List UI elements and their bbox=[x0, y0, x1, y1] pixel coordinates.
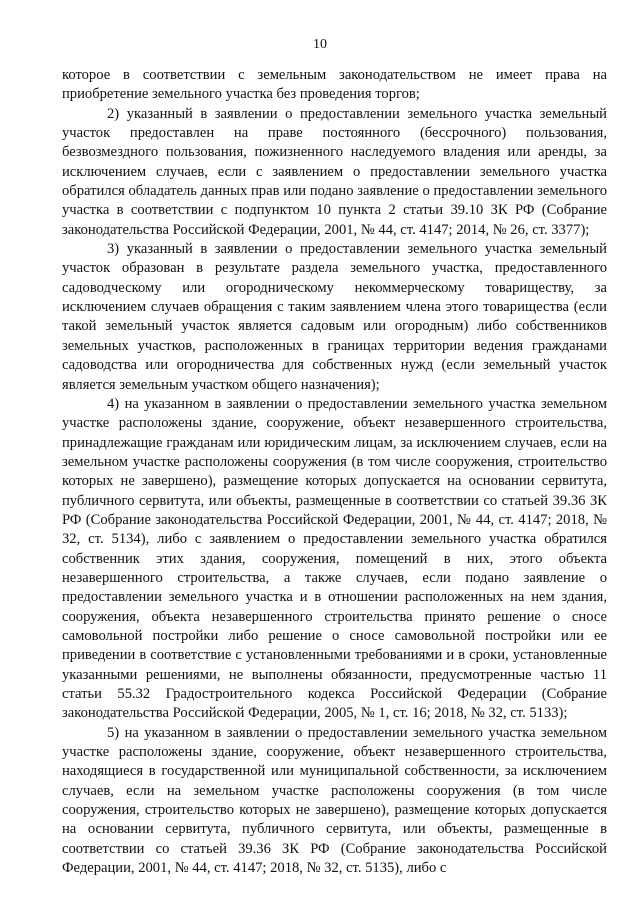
paragraph-continuation: которое в соответствии с земельным законодательством не имеет права на приобретение земельного участка без проведения торгов; bbox=[62, 67, 607, 103]
page-number: 10 bbox=[313, 37, 327, 52]
paragraph-item-3: 3) указанный в заявлении о предоставлении земельного участка земельный участок образован в результате раздела земельного участка, предоставленного садоводческому или огородническому некоммерческому товариществу, за исключением случаев обращения с таким заявлением члена этого товарищества (если такой земельный участок является садовым или огородным) либо собственников земельных участков, расположенных в границах территории ведения гражданами садоводства или огородничества для собственных нужд (если земельный участок является земельным участком общего назначения); bbox=[62, 241, 607, 393]
paragraph-item-5: 5) на указанном в заявлении о предоставлении земельного участка земельном участке расположены здание, сооружение, объект незавершенного строительства, находящиеся в государственной или муниципальной собственности, за исключением случаев, если на земельном участке расположены сооружения (в том числе сооружения, строительство которых не завершено), размещение которых допускается на основании сервитута, публичного сервитута, или объекты, размещенные в соответствии со статьей 39.36 ЗК РФ (Собрание законодательства Российской Федерации, 2001, № 44, ст. 4147; 2018, № 32, ст. 5135), либо с bbox=[62, 724, 607, 877]
paragraph-item-2: 2) указанный в заявлении о предоставлении земельного участка земельный участок предоставлен на праве постоянного (бессрочного) пользования, безвозмездного пользования, пожизненного наследуемого владения или аренды, за исключением случаев, если с заявлением о предоставлении земельного участка обратился обладатель данных прав или подано заявление о предоставлении земельного участка в соответствии с подпунктом 10 пункта 2 статьи 39.10 ЗК РФ (Собрание законодательства Российской Федерации, 2001, № 44, ст. 4147; 2014, № 26, ст. 3377); bbox=[62, 105, 607, 238]
document-body bbox=[62, 66, 607, 878]
paragraph-item-4: 4) на указанном в заявлении о предоставлении земельного участка земельном участке расположены здание, сооружение, объект незавершенного строительства, принадлежащие гражданам или юридическим лицам, за исключением случаев, если на земельном участке расположены сооружения (в том числе сооружения, строительство которых не завершено), размещение которых допускается на основании сервитута, публичного сервитута, или объекты, размещенные в соответствии со статьей 39.36 ЗК РФ (Собрание законодательства Российской Федерации, 2001, № 44, ст. 4147; 2018, № 32, ст. 5134), либо с заявлением о предоставлении земельного участка обратился собственник этих здания, сооружения, помещений в них, этого объекта незавершенного строительства, а также случаев, если подано заявление о предоставлении земельного участка и в отношении расположенных на нем здания, сооружения, объекта незавершенного строительства принято решение о сносе самовольной постройки либо решение о сносе самовольной постройки или ее приведении в соответствие с установленными требованиями и в сроки, установленные указанными решениями, не выполнены обязанности, предусмотренные частью 11 статьи 55.32 Градостроительного кодекса Российской Федерации (Собрание законодательства Российской Федерации, 2005, № 1, ст. 16; 2018, № 32, ст. 5133); bbox=[62, 395, 607, 722]
